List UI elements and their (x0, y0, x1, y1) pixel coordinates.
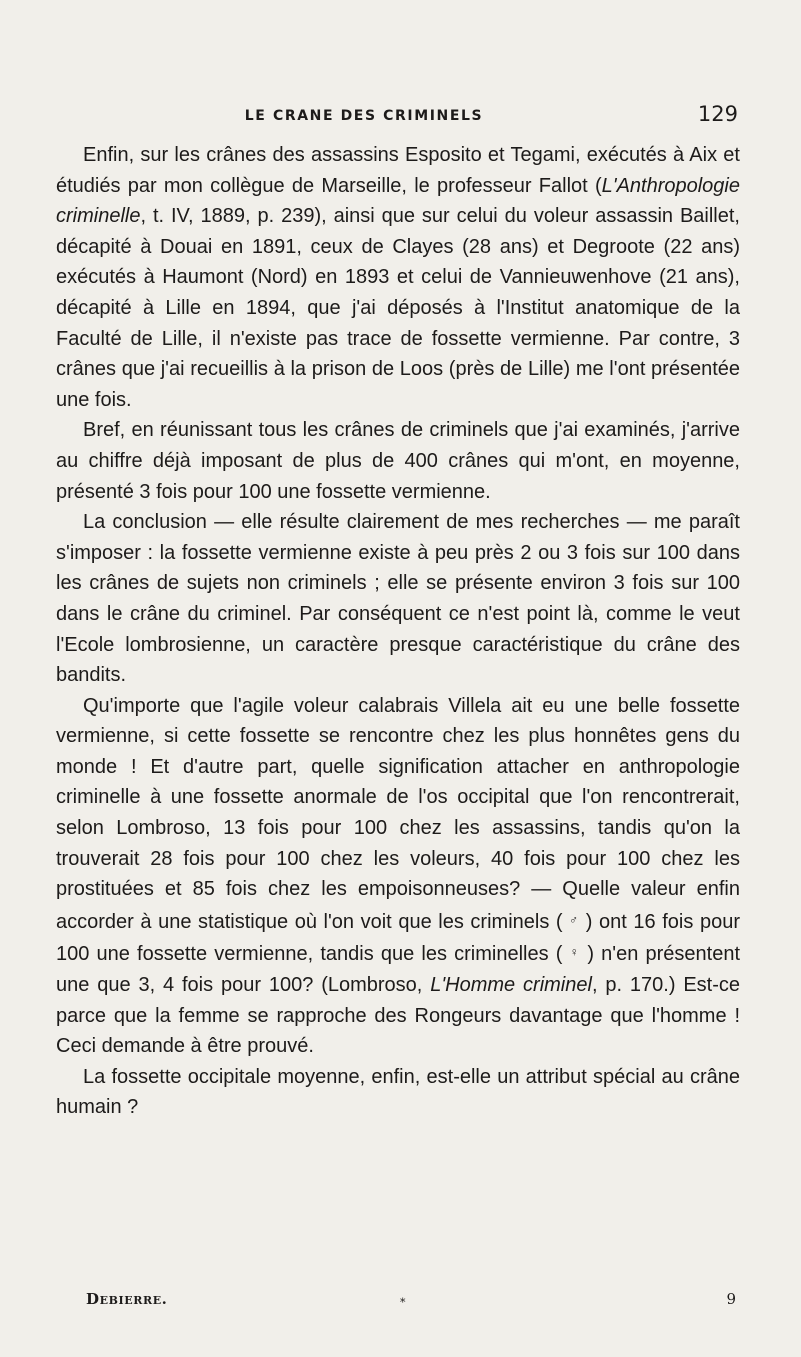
text-run: La conclusion — elle résulte clairement de mes recherches — me paraît s'imposer : la fossette vermienne existe à peu près 2 ou 3 fois sur 100 dans les crânes de sujets non criminels ; elle se présente environ 3 fois sur 100 dans le crâne du criminel. Par conséquent ce n'est point là, comme le veut l'Ecole lombrosienne, un caractère presque caractéristique du crâne des bandits. (56, 511, 740, 687)
signature-mark: * (400, 1296, 406, 1309)
paragraph (56, 140, 740, 415)
text-run: , t. IV, 1889, p. 239), ainsi que sur celui du voleur assassin Baillet, décapité à Douai en 1891, ceux de Clayes (28 ans) et Degroote (22 ans) exécutés à Haumont (Nord) en 1893 et celui de Vannieuwenhove (21 ans), décapité à Lille en 1894, que j'ai déposés à l'Institut anatomique de la Faculté de Lille, il n'existe pas trace de fossette vermienne. Par contre, 3 crânes que j'ai recueillis à la prison de Loos (près de Lille) me l'ont présentée une fois. (56, 205, 740, 411)
text-run: Bref, en réunissant tous les crânes de criminels que j'ai examinés, j'arrive au chiffre déjà imposant de plus de 400 crânes qui m'ont, en moyenne, présenté 3 fois pour 100 une fossette vermienne. (56, 419, 740, 503)
paragraph (56, 1062, 740, 1123)
sex-symbol: ♀ (569, 945, 581, 960)
sex-symbol: ♂ (569, 912, 580, 927)
text-run: Qu'importe que l'agile voleur calabrais Villela ait eu une belle fossette vermienne, si cette fossette se rencontre chez les plus honnêtes gens du monde ! Et d'autre part, quelle signification attacher en anthropologie criminelle à une fossette anormale de l'os occipital que l'on rencontrerait, selon Lombroso, 13 fois pour 100 chez les assassins, tandis qu'on la trouverait 28 fois pour 100 chez les voleurs, 40 fois pour 100 chez les prostituées et 85 fois chez les empoisonneuses? — Quelle valeur enfin accorder à une statistique où l'on voit que les criminels ( (56, 694, 740, 933)
text-run: ) ont 16 fois pour 100 une fossette vermienne, tandis que les criminelles ( (56, 910, 740, 966)
paragraph (56, 691, 740, 1062)
sheet-number: 9 (726, 1290, 736, 1308)
text-run: Enfin, sur les crânes des assassins Esposito et Tegami, exécutés à Aix et étudiés par mon collègue de Marseille, le professeur Fallot ( (56, 144, 740, 197)
paragraph (56, 507, 740, 691)
body-text (56, 140, 740, 1123)
printer-signature: Debierre. (86, 1290, 168, 1308)
page-footer (86, 1290, 736, 1314)
text-run: , p. 170.) Est-ce parce que la femme se rapproche des Rongeurs davantage que l'homme ! Ceci demande à être prouvé. (56, 974, 741, 1058)
running-title: LE CRANE DES CRIMINELS (244, 108, 484, 124)
cited-title: L'Anthropologie criminelle (56, 174, 740, 228)
page-number: 129 (697, 102, 738, 126)
running-head (64, 102, 738, 132)
text-run: La fossette occipitale moyenne, enfin, est-elle un attribut spécial au crâne humain ? (56, 1065, 740, 1119)
cited-title: L'Homme criminel (430, 974, 592, 997)
paragraph (56, 415, 740, 507)
text-run: ) n'en présentent une que 3, 4 fois pour 100? (Lombroso, (56, 943, 741, 997)
